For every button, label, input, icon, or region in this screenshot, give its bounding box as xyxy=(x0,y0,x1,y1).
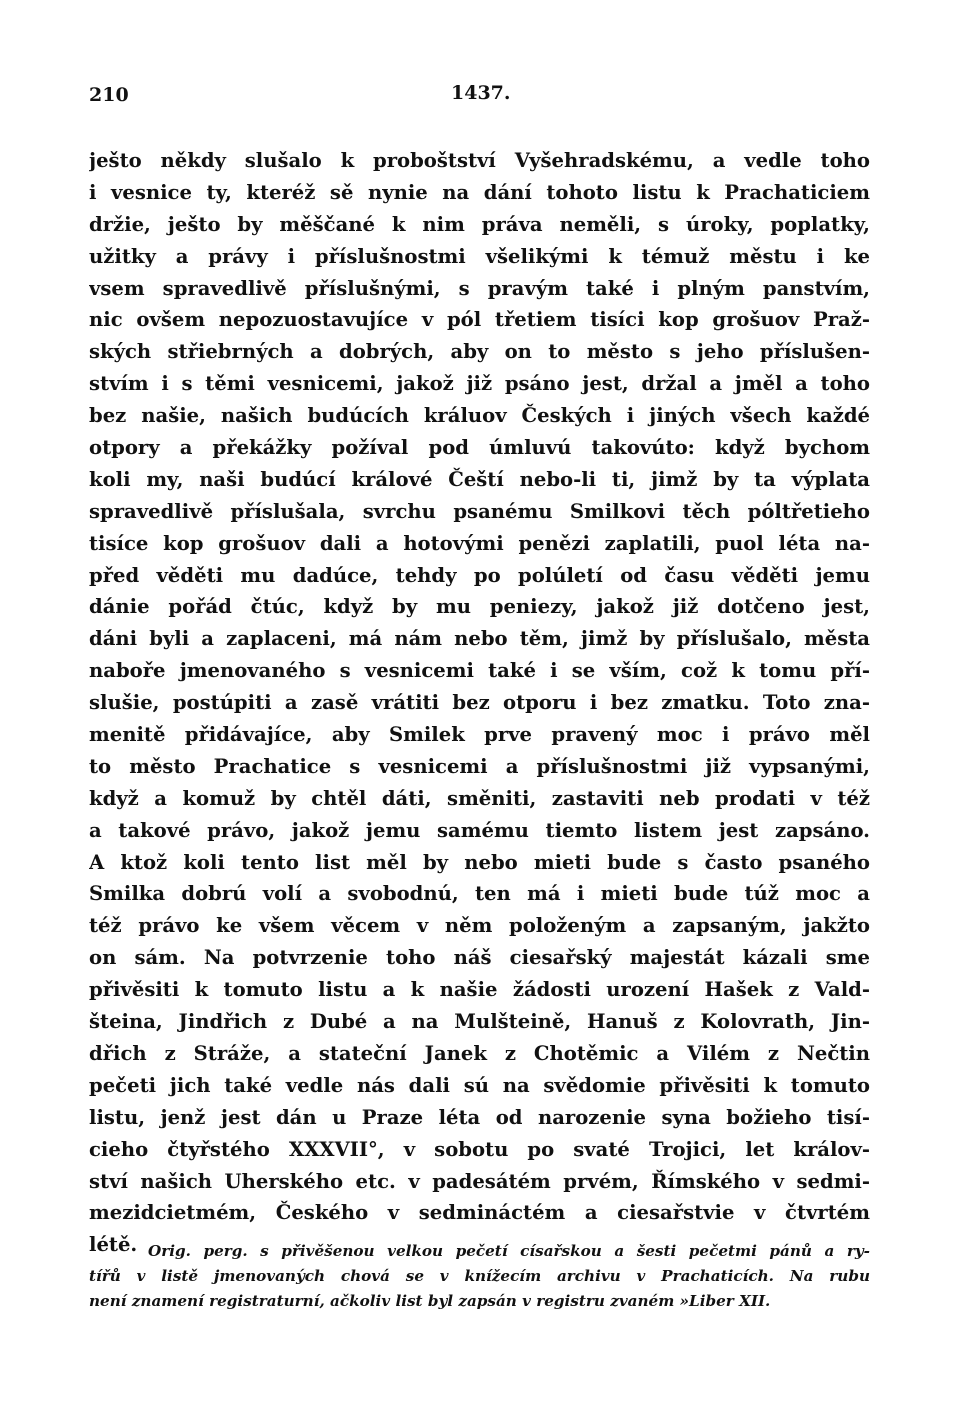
text-line: tisíce kop grošuov dali a hotovými penězi zaplatili, puol léta na- xyxy=(89,531,870,555)
text-line: ješto někdy slušalo k proboštství Vyšehradskému, a vedle toho xyxy=(89,149,870,172)
text-line: koli my, naši budúcí králové Čeští nebo-li ti, jimž by ta výplata xyxy=(89,467,870,491)
text-line: ství našich Uherského etc. v padesátém prvém, Římského v sedmi- xyxy=(89,1169,870,1193)
text-line: když a komuž by chtěl dáti, směniti, zastaviti neb prodati v též xyxy=(89,786,870,810)
note-line: Orig. perg. s přivěšenou velkou pečetí císařskou a šesti pečetmi pánů a ry- xyxy=(148,1242,870,1260)
text-line: a takové právo, jakož jemu samému tiemto listem jest zapsáno. xyxy=(89,818,870,842)
text-line: cieho čtyřstého XXXVII°, v sobotu po svaté Trojici, let králov- xyxy=(89,1137,870,1161)
text-line: Smilka dobrú volí a svobodnú, ten má i mieti bude túž moc a xyxy=(89,882,870,906)
text-line: dánie pořád čtúc, když by mu peniezy, jakož již dotčeno jest, xyxy=(89,595,870,619)
text-line: před věděti mu dadúce, tehdy po polúletí od času věděti jemu xyxy=(89,563,870,587)
text-line: stvím i s těmi vesnicemi, jakož již psáno jest, držal a jměl a toho xyxy=(89,372,870,396)
text-line: též právo ke všem věcem v něm položeným a zapsaným, jakžto xyxy=(89,914,870,938)
text-line: pečeti jich také vedle nás dali sú na svědomie přivěsiti k tomuto xyxy=(89,1073,870,1097)
text-line: držie, ješto by měščané k nim práva neměli, s úroky, poplatky, xyxy=(89,212,870,236)
note-line: není znamení registraturní, ačkoliv list byl zapsán v registru zvaném »Liber XII. xyxy=(89,1292,771,1310)
text-line: menitě přidávajíce, aby Smilek prve pravený moc i právo měl xyxy=(89,723,870,747)
page-number: 210 xyxy=(89,84,129,106)
text-line: šteina, Jindřich z Dubé a na Mulšteině, Hanuš z Kolovrath, Jin- xyxy=(89,1010,870,1034)
text-line: ských střiebrných a dobrých, aby on to město s jeho příslušen- xyxy=(89,340,870,364)
text-line: přivěsiti k tomuto listu a k našie žádosti urození Hašek z Vald- xyxy=(89,978,870,1002)
text-line: bez našie, našich budúcích králuov Českých i jiných všech každé xyxy=(89,404,870,428)
text-line: A ktož koli tento list měl by nebo mieti bude s často psaného xyxy=(89,850,870,874)
text-line: listu, jenž jest dán u Praze léta od narozenie syna božieho tisí- xyxy=(89,1105,870,1129)
page-header xyxy=(89,84,870,114)
text-line: vsem spravedlivě příslušnými, s pravým také i plným panstvím, xyxy=(89,276,870,300)
charter-text xyxy=(89,145,870,1261)
text-line: on sám. Na potvrzenie toho náš ciesařský majestát kázali sme xyxy=(89,946,870,970)
text-line: létě. xyxy=(89,1233,138,1257)
text-line: nabořе jmenovaného s vesnicemi také i se vším, což k tomu pří- xyxy=(89,659,870,683)
note-line: tířů v listě jmenovaných chová se v knížecím archivu v Prachaticích. Na rubu xyxy=(89,1267,870,1285)
text-line: dáni byli a zaplaceni, má nám nebo těm, jimž by příslušalo, města xyxy=(89,627,870,651)
text-line: i vesnice ty, kteréž sě nynie na dání tohoto listu k Prachaticiem xyxy=(89,180,870,204)
source-note xyxy=(89,1239,870,1314)
text-line: mezidcietmém, Českého v sedmináctém a ciesařstvie v čtvrtém xyxy=(89,1201,870,1225)
text-line: slušie, postúpiti a zasě vrátiti bez otporu i bez zmatku. Toto zna- xyxy=(89,691,870,715)
text-line: spravedlivě příslušala, svrchu psanému Smilkovi těch póltřetieho xyxy=(89,499,870,523)
running-header-year: 1437. xyxy=(451,82,511,104)
text-line: dřich z Stráže, a stateční Janek z Chotěmic a Vilém z Nečtin xyxy=(89,1041,870,1065)
text-line: nic ovšem nepozuostavujíce v pól třetiem tisíci kop grošuov Praž- xyxy=(89,308,870,332)
text-line: otpory a překážky požíval pod úmluvú takovúto: když bychom xyxy=(89,436,870,460)
text-line: to město Prachatice s vesnicemi a příslušnostmi již vypsanými, xyxy=(89,754,870,778)
text-line: užitky a právy i příslušnostmi všelikými k témuž městu i ke xyxy=(89,244,870,268)
